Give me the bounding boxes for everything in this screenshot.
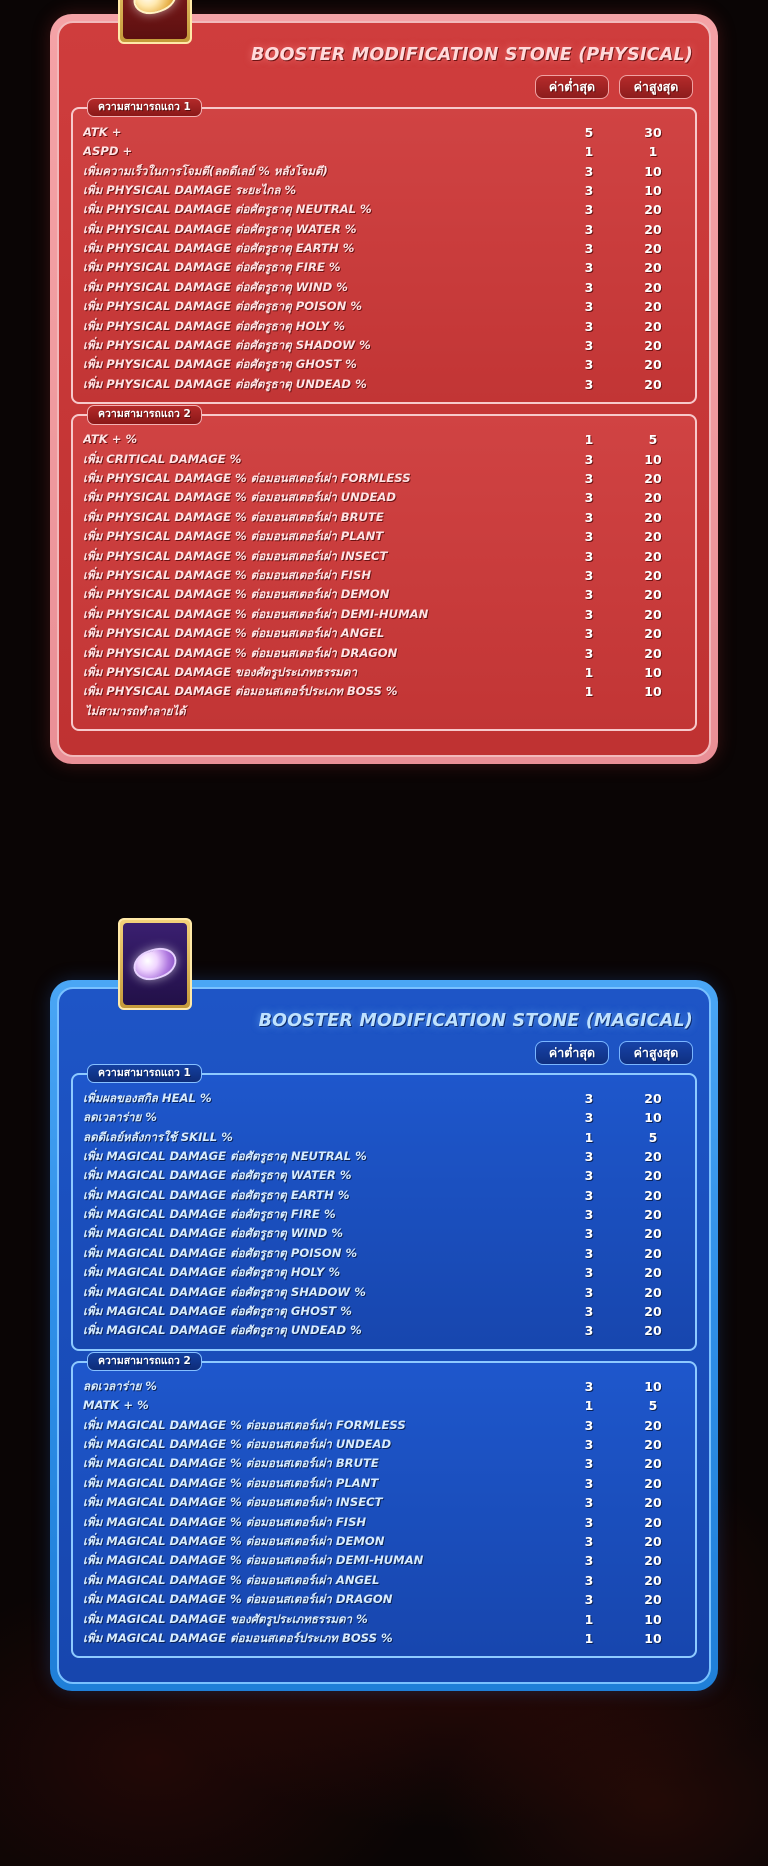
stat-min: 3 xyxy=(584,626,594,642)
table-row xyxy=(83,317,685,336)
table-row xyxy=(83,1590,685,1609)
stat-label: ลดเวลาร่าย % xyxy=(83,1378,157,1393)
stat-min: 3 xyxy=(584,451,594,467)
table-row xyxy=(83,1147,685,1166)
table-row xyxy=(83,355,685,374)
stat-min: 3 xyxy=(584,163,594,179)
stat-min: 3 xyxy=(584,1592,594,1608)
stat-label: เพิ่ม MAGICAL DAMAGE ต่อศัตรูธาตุ WIND % xyxy=(83,1226,343,1241)
stat-max: 20 xyxy=(644,490,662,506)
table-row xyxy=(83,1493,685,1512)
card-title: BOOSTER MODIFICATION STONE (PHYSICAL) xyxy=(250,45,693,65)
stat-max: 20 xyxy=(644,1148,662,1164)
stat-max: 20 xyxy=(644,1304,662,1320)
stat-min: 3 xyxy=(584,182,594,198)
orange-gem-icon xyxy=(118,0,192,44)
stat-max: 5 xyxy=(648,1398,658,1414)
stat-label: เพิ่ม PHYSICAL DAMAGE ต่อศัตรูธาตุ NEUTRAL % xyxy=(83,202,372,217)
stat-label: เพิ่ม PHYSICAL DAMAGE ระยะไกล % xyxy=(83,182,297,197)
table-row xyxy=(83,430,685,449)
stat-section-2 xyxy=(71,1354,697,1658)
stat-label: เพิ่ม PHYSICAL DAMAGE ต่อศัตรูธาตุ HOLY % xyxy=(83,318,345,333)
card-body xyxy=(57,21,711,757)
stat-label: เพิ่ม PHYSICAL DAMAGE ต่อศัตรูธาตุ FIRE % xyxy=(83,260,341,275)
table-row xyxy=(83,1571,685,1590)
table-row xyxy=(83,547,685,566)
booster-stone-physical-card xyxy=(0,14,768,764)
stat-max: 10 xyxy=(644,163,662,179)
stat-label: เพิ่ม MAGICAL DAMAGE % ต่อมอนสเตอร์เผ่า DEMI-HUMAN xyxy=(83,1553,424,1568)
stat-label: เพิ่ม MAGICAL DAMAGE ต่อศัตรูธาตุ UNDEAD % xyxy=(83,1323,362,1338)
stat-label: เพิ่ม MAGICAL DAMAGE ต่อศัตรูธาตุ GHOST % xyxy=(83,1304,352,1319)
stat-max: 20 xyxy=(644,1572,662,1588)
stat-max: 20 xyxy=(644,1207,662,1223)
stat-max: 20 xyxy=(644,1226,662,1242)
stat-max: 5 xyxy=(648,1129,658,1145)
table-row xyxy=(83,258,685,277)
stat-max: 20 xyxy=(644,548,662,564)
stat-label: เพิ่ม MAGICAL DAMAGE ต่อศัตรูธาตุ NEUTRAL % xyxy=(83,1148,367,1163)
table-row xyxy=(83,1629,685,1648)
stat-min: 1 xyxy=(584,1630,594,1646)
stat-section-2 xyxy=(71,408,697,730)
stat-label: เพิ่ม PHYSICAL DAMAGE ต่อศัตรูธาตุ WATER % xyxy=(83,221,357,236)
stat-label: เพิ่ม PHYSICAL DAMAGE % ต่อมอนสเตอร์เผ่า DRAGON xyxy=(83,645,398,660)
gem-shape xyxy=(129,943,180,985)
stat-label: ATK + % xyxy=(83,432,138,447)
stat-max: 20 xyxy=(644,1437,662,1452)
stat-max: 20 xyxy=(644,241,662,257)
table-row xyxy=(83,644,685,663)
stat-label: เพิ่ม MAGICAL DAMAGE % ต่อมอนสเตอร์เผ่า INSECT xyxy=(83,1495,383,1510)
stat-max: 20 xyxy=(644,529,662,545)
stat-max: 20 xyxy=(644,1553,662,1569)
table-row xyxy=(83,585,685,604)
stat-min: 3 xyxy=(584,318,594,334)
stat-label: เพิ่ม MAGICAL DAMAGE ต่อศัตรูธาตุ POISON % xyxy=(83,1245,358,1260)
table-row xyxy=(83,336,685,355)
stat-label: ลดเวลาร่าย % xyxy=(83,1110,157,1125)
stat-min: 3 xyxy=(584,1495,594,1511)
stat-min: 3 xyxy=(584,509,594,525)
stat-max: 20 xyxy=(644,1090,662,1106)
stat-label: เพิ่ม PHYSICAL DAMAGE ต่อศัตรูธาตุ SHADOW % xyxy=(83,338,371,353)
stat-min: 3 xyxy=(584,529,594,545)
max-value-header: ค่าสูงสุด xyxy=(619,75,693,99)
section-footnote: ไม่สามารถทำลายได้ xyxy=(85,703,186,718)
stat-label: เพิ่มผลของสกิล HEAL % xyxy=(83,1090,212,1105)
stat-min: 3 xyxy=(584,1304,594,1320)
stat-max: 20 xyxy=(644,1417,662,1433)
stat-min: 3 xyxy=(584,202,594,218)
table-row xyxy=(83,278,685,297)
stat-list xyxy=(83,430,685,701)
table-row xyxy=(83,1377,685,1396)
stat-max: 20 xyxy=(644,471,662,486)
table-row xyxy=(83,508,685,527)
card-body xyxy=(57,987,711,1684)
stat-max: 10 xyxy=(644,182,662,198)
stat-label: เพิ่ม PHYSICAL DAMAGE % ต่อมอนสเตอร์เผ่า FORMLESS xyxy=(83,471,411,485)
stat-min: 3 xyxy=(584,1437,594,1452)
stat-max: 30 xyxy=(644,124,662,140)
gem-face xyxy=(123,923,187,1005)
max-value-header: ค่าสูงสุด xyxy=(619,1041,693,1065)
stat-label: เพิ่ม MAGICAL DAMAGE % ต่อมอนสเตอร์เผ่า DEMON xyxy=(83,1533,385,1548)
stat-min: 3 xyxy=(584,1207,594,1223)
stat-min: 3 xyxy=(584,645,594,661)
stat-list xyxy=(83,1377,685,1648)
stat-max: 20 xyxy=(644,1475,662,1491)
stat-min: 3 xyxy=(584,1187,594,1203)
stat-min: 3 xyxy=(584,279,594,295)
stat-label: เพิ่ม MAGICAL DAMAGE % ต่อมอนสเตอร์เผ่า FISH xyxy=(83,1514,367,1529)
table-row xyxy=(83,1302,685,1321)
table-row xyxy=(83,1128,685,1147)
stat-max: 5 xyxy=(648,432,658,448)
stat-min: 3 xyxy=(584,1245,594,1261)
stat-label: เพิ่ม MAGICAL DAMAGE % ต่อมอนสเตอร์เผ่า ANGEL xyxy=(83,1572,380,1587)
stat-max: 10 xyxy=(644,451,662,467)
stat-min: 3 xyxy=(584,1110,594,1126)
stat-min: 3 xyxy=(584,587,594,603)
table-row xyxy=(83,488,685,507)
table-row xyxy=(83,1166,685,1185)
stat-max: 20 xyxy=(644,1592,662,1608)
stat-label: เพิ่ม PHYSICAL DAMAGE % ต่อมอนสเตอร์เผ่า ANGEL xyxy=(83,626,385,641)
stat-label: เพิ่ม PHYSICAL DAMAGE % ต่อมอนสเตอร์เผ่า UNDEAD xyxy=(83,490,397,505)
stat-label: เพิ่ม MAGICAL DAMAGE ของศัตรูประเภทธรรมดา % xyxy=(83,1611,368,1626)
stat-min: 3 xyxy=(584,1168,594,1184)
stat-min: 3 xyxy=(584,338,594,354)
stat-min: 1 xyxy=(584,432,594,448)
table-row xyxy=(83,1551,685,1570)
stat-max: 20 xyxy=(644,260,662,276)
stat-max: 10 xyxy=(644,1110,662,1126)
stat-max: 20 xyxy=(644,1284,662,1300)
stat-min: 3 xyxy=(584,606,594,622)
stat-label: ลดดีเลย์หลังการใช้ SKILL % xyxy=(83,1129,233,1144)
table-row xyxy=(83,1416,685,1435)
stat-label: เพิ่ม MAGICAL DAMAGE ต่อศัตรูธาตุ WATER % xyxy=(83,1168,352,1183)
stat-max: 20 xyxy=(644,202,662,218)
section-tag: ความสามารถแถว 1 xyxy=(87,1064,202,1084)
stat-min: 3 xyxy=(584,1378,594,1394)
stat-label: เพิ่ม PHYSICAL DAMAGE ต่อศัตรูธาตุ UNDEAD % xyxy=(83,376,367,391)
stat-max: 20 xyxy=(644,318,662,334)
stat-max: 20 xyxy=(644,376,662,392)
table-row xyxy=(83,162,685,181)
stat-max: 20 xyxy=(644,299,662,315)
stat-label: เพิ่ม PHYSICAL DAMAGE % ต่อมอนสเตอร์เผ่า FISH xyxy=(83,567,372,582)
table-row xyxy=(83,527,685,546)
stat-list xyxy=(83,123,685,394)
stat-min: 3 xyxy=(584,221,594,237)
stat-label: เพิ่ม MAGICAL DAMAGE ต่อศัตรูธาตุ SHADOW % xyxy=(83,1284,366,1299)
table-row xyxy=(83,1244,685,1263)
stat-section-1 xyxy=(71,100,697,404)
stat-max: 20 xyxy=(644,1323,662,1339)
stat-label: เพิ่ม PHYSICAL DAMAGE ต่อศัตรูธาตุ POISON % xyxy=(83,299,363,314)
stat-label: เพิ่ม MAGICAL DAMAGE % ต่อมอนสเตอร์เผ่า PLANT xyxy=(83,1475,379,1490)
table-row xyxy=(83,605,685,624)
stat-min: 3 xyxy=(584,1323,594,1339)
min-value-header: ค่าต่ำสุด xyxy=(535,75,609,99)
table-row xyxy=(83,1224,685,1243)
stat-label: MATK + % xyxy=(83,1398,149,1413)
table-row xyxy=(83,1321,685,1340)
stat-min: 3 xyxy=(584,1475,594,1491)
table-row xyxy=(83,1435,685,1454)
stat-min: 3 xyxy=(584,1090,594,1106)
card-title: BOOSTER MODIFICATION STONE (MAGICAL) xyxy=(258,1011,693,1031)
table-row xyxy=(83,200,685,219)
stat-max: 10 xyxy=(644,1378,662,1394)
booster-stone-magical-card xyxy=(0,980,768,1691)
stat-max: 20 xyxy=(644,1456,662,1472)
stat-max: 20 xyxy=(644,1187,662,1203)
table-row xyxy=(83,1396,685,1415)
stat-max: 20 xyxy=(644,1495,662,1511)
min-value-header: ค่าต่ำสุด xyxy=(535,1041,609,1065)
stat-max: 20 xyxy=(644,587,662,603)
stat-label: เพิ่ม MAGICAL DAMAGE ต่อมอนสเตอร์ประเภท BOSS % xyxy=(83,1630,393,1645)
stat-label: เพิ่ม PHYSICAL DAMAGE % ต่อมอนสเตอร์เผ่า DEMON xyxy=(83,587,390,602)
stat-min: 1 xyxy=(584,684,594,700)
purple-gem-icon xyxy=(118,918,192,1010)
card-frame xyxy=(50,980,718,1691)
stat-max: 20 xyxy=(644,1265,662,1281)
section-tag: ความสามารถแถว 2 xyxy=(87,405,202,425)
table-row xyxy=(83,450,685,469)
table-row xyxy=(83,1513,685,1532)
gem-face xyxy=(123,0,187,39)
stat-label: เพิ่ม MAGICAL DAMAGE % ต่อมอนสเตอร์เผ่า FORMLESS xyxy=(83,1417,406,1432)
table-row xyxy=(83,181,685,200)
table-row xyxy=(83,1474,685,1493)
table-row xyxy=(83,1205,685,1224)
stat-min: 1 xyxy=(584,1611,594,1627)
stat-min: 3 xyxy=(584,241,594,257)
stat-label: เพิ่ม PHYSICAL DAMAGE % ต่อมอนสเตอร์เผ่า INSECT xyxy=(83,548,388,563)
stat-max: 20 xyxy=(644,221,662,237)
stat-label: เพิ่ม PHYSICAL DAMAGE ต่อมอนสเตอร์ประเภท BOSS % xyxy=(83,684,398,699)
stat-max: 10 xyxy=(644,1630,662,1646)
table-row xyxy=(83,1108,685,1127)
stat-min: 3 xyxy=(584,1226,594,1242)
stat-label: เพิ่ม MAGICAL DAMAGE % ต่อมอนสเตอร์เผ่า BRUTE xyxy=(83,1456,379,1471)
stat-min: 3 xyxy=(584,376,594,392)
table-row xyxy=(83,239,685,258)
section-tag: ความสามารถแถว 1 xyxy=(87,98,202,118)
stat-min: 3 xyxy=(584,567,594,583)
stat-min: 1 xyxy=(584,144,594,160)
stat-min: 3 xyxy=(584,1284,594,1300)
stat-label: เพิ่ม MAGICAL DAMAGE ต่อศัตรูธาตุ HOLY % xyxy=(83,1265,341,1280)
stat-min: 3 xyxy=(584,1417,594,1433)
stat-label: เพิ่ม PHYSICAL DAMAGE ของศัตรูประเภทธรรมดา xyxy=(83,664,357,679)
stat-max: 10 xyxy=(644,664,662,680)
stat-min: 3 xyxy=(584,260,594,276)
stat-min: 3 xyxy=(584,357,594,373)
stat-min: 1 xyxy=(584,1398,594,1414)
stat-section-1 xyxy=(71,1066,697,1351)
stat-min: 3 xyxy=(584,471,594,486)
stat-min: 3 xyxy=(584,1533,594,1549)
stat-min: 1 xyxy=(584,664,594,680)
table-row xyxy=(83,1089,685,1108)
stat-min: 3 xyxy=(584,1456,594,1472)
table-row xyxy=(83,469,685,488)
table-row xyxy=(83,566,685,585)
table-row xyxy=(83,663,685,682)
stat-label: เพิ่ม CRITICAL DAMAGE % xyxy=(83,451,242,466)
stat-label: เพิ่ม MAGICAL DAMAGE ต่อศัตรูธาตุ EARTH % xyxy=(83,1187,350,1202)
table-row xyxy=(83,1532,685,1551)
table-row xyxy=(83,375,685,394)
stat-label: เพิ่ม PHYSICAL DAMAGE % ต่อมอนสเตอร์เผ่า PLANT xyxy=(83,529,384,544)
table-row xyxy=(83,1610,685,1629)
stat-label: เพิ่ม MAGICAL DAMAGE % ต่อมอนสเตอร์เผ่า DRAGON xyxy=(83,1592,393,1607)
table-row xyxy=(83,1263,685,1282)
table-row xyxy=(83,297,685,316)
stat-min: 3 xyxy=(584,1265,594,1281)
stat-list xyxy=(83,1089,685,1341)
table-row xyxy=(83,624,685,643)
stat-max: 10 xyxy=(644,684,662,700)
stat-max: 20 xyxy=(644,1245,662,1261)
card-frame xyxy=(50,14,718,764)
table-row xyxy=(83,1186,685,1205)
stat-label: เพิ่ม PHYSICAL DAMAGE ต่อศัตรูธาตุ GHOST % xyxy=(83,357,357,372)
stat-label: เพิ่ม PHYSICAL DAMAGE ต่อศัตรูธาตุ WIND % xyxy=(83,279,348,294)
stat-min: 3 xyxy=(584,1572,594,1588)
table-row xyxy=(83,220,685,239)
stat-max: 20 xyxy=(644,1514,662,1530)
stat-min: 3 xyxy=(584,490,594,506)
stat-min: 5 xyxy=(584,124,594,140)
stat-max: 20 xyxy=(644,279,662,295)
stat-max: 20 xyxy=(644,338,662,354)
section-tag: ความสามารถแถว 2 xyxy=(87,1352,202,1372)
stat-min: 3 xyxy=(584,1553,594,1569)
stat-label: ASPD + xyxy=(83,144,133,159)
stat-label: ATK + xyxy=(83,124,122,139)
stat-min: 3 xyxy=(584,548,594,564)
table-row xyxy=(83,1454,685,1473)
table-row xyxy=(83,1283,685,1302)
stat-max: 20 xyxy=(644,357,662,373)
stat-max: 1 xyxy=(648,144,658,160)
table-row xyxy=(83,142,685,161)
stat-max: 20 xyxy=(644,567,662,583)
stat-label: เพิ่ม PHYSICAL DAMAGE % ต่อมอนสเตอร์เผ่า DEMI-HUMAN xyxy=(83,606,429,621)
stat-min: 3 xyxy=(584,299,594,315)
stat-label: เพิ่ม MAGICAL DAMAGE % ต่อมอนสเตอร์เผ่า UNDEAD xyxy=(83,1437,392,1451)
stat-label: เพิ่ม PHYSICAL DAMAGE % ต่อมอนสเตอร์เผ่า BRUTE xyxy=(83,509,384,524)
table-row xyxy=(83,682,685,701)
stat-max: 20 xyxy=(644,1168,662,1184)
stat-max: 20 xyxy=(644,509,662,525)
table-row xyxy=(83,123,685,142)
stat-label: เพิ่มความเร็วในการโจมตี(ลดดีเลย์ % หลังโจมตี) xyxy=(83,163,328,178)
stat-label: เพิ่ม MAGICAL DAMAGE ต่อศัตรูธาตุ FIRE % xyxy=(83,1207,336,1222)
stat-min: 3 xyxy=(584,1514,594,1530)
stat-max: 10 xyxy=(644,1611,662,1627)
stat-max: 20 xyxy=(644,606,662,622)
stat-max: 20 xyxy=(644,645,662,661)
stat-min: 1 xyxy=(584,1129,594,1145)
stat-label: เพิ่ม PHYSICAL DAMAGE ต่อศัตรูธาตุ EARTH % xyxy=(83,241,355,256)
gem-shape xyxy=(129,0,180,19)
stat-max: 20 xyxy=(644,626,662,642)
stat-max: 20 xyxy=(644,1533,662,1549)
stat-min: 3 xyxy=(584,1148,594,1164)
